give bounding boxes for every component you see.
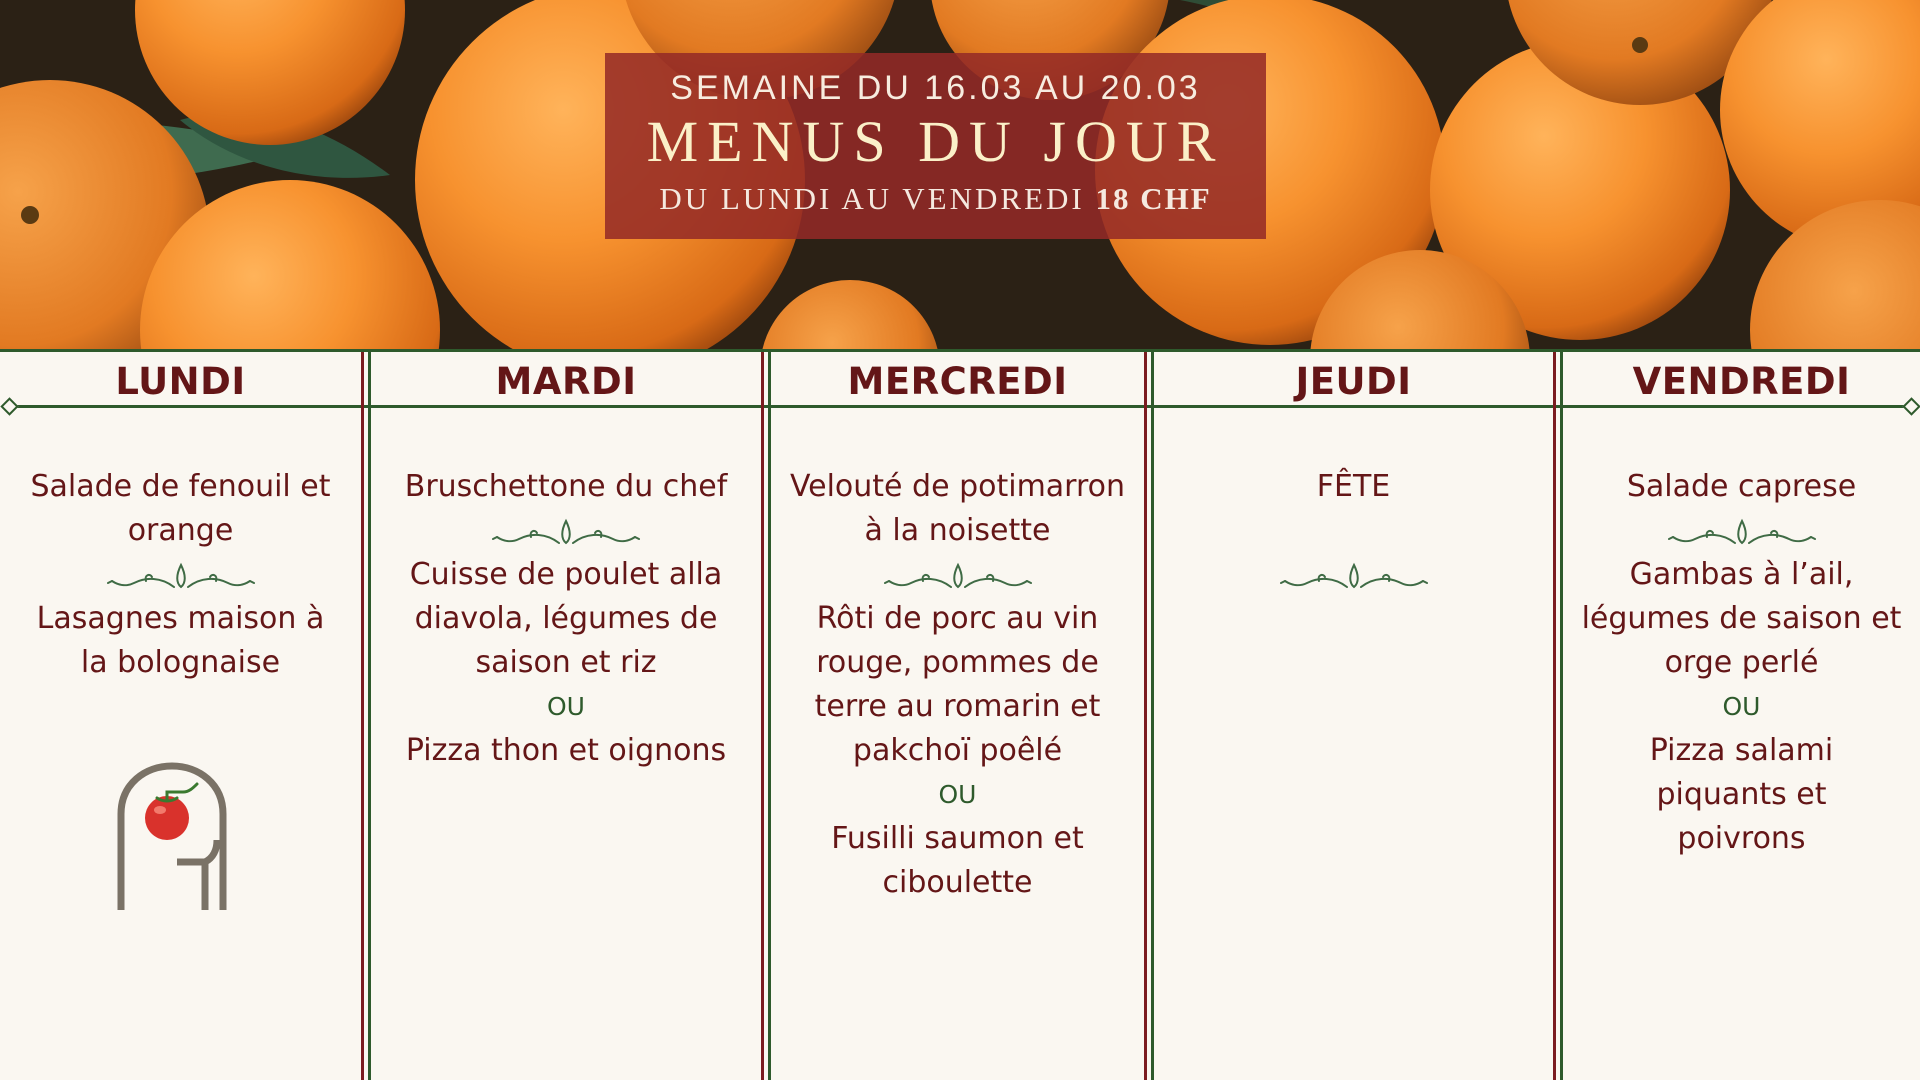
- tomato-arch-logo: [117, 762, 227, 912]
- flourish-divider-icon: [779, 553, 1136, 597]
- starter: Bruschettone du chef: [404, 469, 728, 504]
- day-column-lundi: [0, 349, 361, 1080]
- day-column-vendredi: [1563, 349, 1920, 1080]
- title-box: [605, 53, 1266, 239]
- day-menu: [1563, 465, 1920, 861]
- flourish-divider-icon: [1581, 509, 1902, 553]
- main-dish: Pizza salami piquants et poivrons: [1649, 733, 1834, 856]
- main-dish: Gambas à l’ail, légumes de saison et orge perlé: [1581, 557, 1902, 680]
- day-name: MARDI: [495, 360, 637, 403]
- main-dish: Pizza thon et oignons: [405, 733, 727, 768]
- flourish-divider-icon: [1174, 509, 1533, 597]
- starter: Salade caprese: [1626, 469, 1857, 504]
- day-column-jeudi: [1154, 349, 1553, 1080]
- day-menu: [1154, 465, 1553, 597]
- day-name: LUNDI: [115, 360, 246, 403]
- or-label: OU: [547, 692, 585, 721]
- main-dish: Rôti de porc au vin rouge, pommes de terre au romarin et pakchoï poêlé: [814, 601, 1101, 768]
- week-range: SEMAINE DU 16.03 AU 20.03: [670, 69, 1201, 107]
- starter: Velouté de potimarron à la noisette: [789, 469, 1126, 548]
- holiday-note: FÊTE: [1316, 469, 1391, 504]
- day-name: JEUDI: [1295, 360, 1412, 403]
- or-label: OU: [1722, 692, 1761, 721]
- main-dish: Cuisse de poulet alla diavola, légumes de saison et riz: [409, 557, 723, 680]
- day-menu: [0, 465, 361, 685]
- day-name: MERCREDI: [847, 360, 1068, 403]
- price: 18 CHF: [1095, 181, 1212, 216]
- starter: Salade de fenouil et orange: [30, 469, 331, 548]
- day-menu: [371, 465, 761, 773]
- oranges-banner: [0, 0, 1920, 349]
- day-column-mardi: [371, 349, 761, 1080]
- price-line-text: DU LUNDI AU VENDREDI: [659, 181, 1085, 216]
- price-line: [605, 181, 1266, 217]
- day-menu: [771, 465, 1144, 905]
- or-label: OU: [938, 780, 977, 809]
- day-column-mercredi: [771, 349, 1144, 1080]
- flourish-divider-icon: [20, 553, 341, 597]
- flourish-divider-icon: [387, 509, 745, 553]
- day-name: VENDREDI: [1632, 360, 1851, 403]
- main-dish: Lasagnes maison à la bolognaise: [36, 601, 325, 680]
- main-dish: Fusilli saumon et ciboulette: [831, 821, 1084, 900]
- weekly-menu-grid: [0, 349, 1920, 1080]
- page-title: MENUS DU JOUR: [646, 109, 1225, 174]
